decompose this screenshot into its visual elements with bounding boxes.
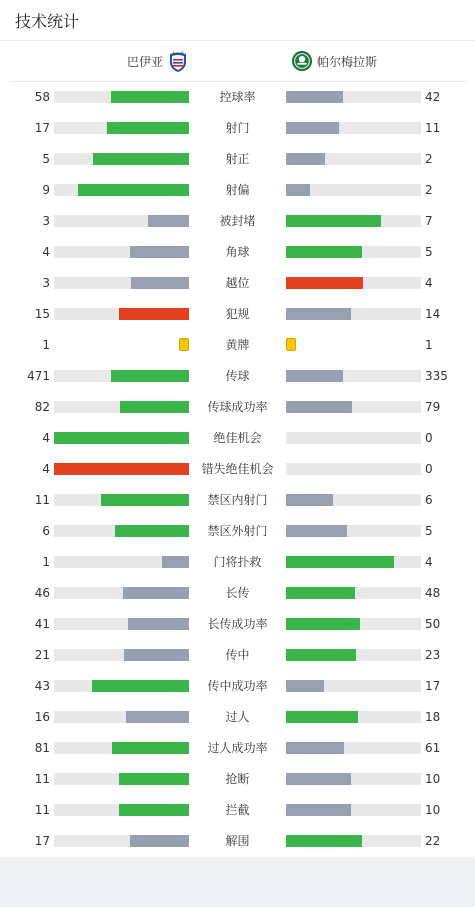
stat-label: 门将扑救 <box>213 555 262 569</box>
home-bar-fill <box>107 122 189 134</box>
away-bar-fill <box>286 91 343 103</box>
home-value: 11 <box>34 803 50 817</box>
yellow-card-icon <box>179 338 189 351</box>
home-bar-track <box>54 649 189 661</box>
stat-label: 抢断 <box>225 772 250 786</box>
stat-row <box>0 702 475 733</box>
home-bar-track <box>54 370 189 382</box>
stat-row <box>0 113 475 144</box>
away-bar-fill <box>286 587 355 599</box>
home-value: 43 <box>34 679 50 693</box>
stat-label: 射正 <box>225 152 250 166</box>
away-value: 5 <box>425 524 433 538</box>
away-value: 10 <box>425 803 441 817</box>
stat-label: 传中成功率 <box>207 679 268 693</box>
away-bar-track <box>286 618 421 630</box>
home-bar-fill <box>162 556 189 568</box>
away-value: 42 <box>425 90 441 104</box>
away-value: 4 <box>425 555 433 569</box>
home-bar-fill <box>111 91 189 103</box>
stat-row <box>0 578 475 609</box>
away-bar-track <box>286 463 421 475</box>
away-bar-track <box>286 835 421 847</box>
stat-row <box>0 268 475 299</box>
home-value: 11 <box>34 772 50 786</box>
home-bar-fill <box>101 494 189 506</box>
home-bar-fill <box>119 804 189 816</box>
stat-label: 过人成功率 <box>207 741 268 755</box>
home-value: 16 <box>34 710 50 724</box>
home-bar-fill <box>120 401 189 413</box>
stat-row <box>0 733 475 764</box>
away-team[interactable] <box>291 41 377 81</box>
away-bar-fill <box>286 184 310 196</box>
away-value: 1 <box>425 338 433 352</box>
stat-label: 传球成功率 <box>207 400 268 414</box>
home-bar-track <box>54 215 189 227</box>
home-bar-fill <box>131 277 189 289</box>
home-bar-fill <box>54 463 189 475</box>
stat-label: 射门 <box>225 121 250 135</box>
away-bar-fill <box>286 153 325 165</box>
away-bar-track <box>286 184 421 196</box>
home-value: 82 <box>34 400 50 414</box>
palmeiras-crest-icon <box>291 49 313 73</box>
away-value: 7 <box>425 214 433 228</box>
stat-label: 黄牌 <box>225 338 250 352</box>
home-value: 17 <box>34 834 50 848</box>
away-value: 11 <box>425 121 441 135</box>
home-value: 3 <box>42 276 50 290</box>
panel-header <box>0 0 475 41</box>
away-value: 0 <box>425 462 433 476</box>
stat-row <box>0 206 475 237</box>
away-value: 2 <box>425 152 433 166</box>
away-value: 5 <box>425 245 433 259</box>
stat-label: 绝佳机会 <box>213 431 262 445</box>
home-bar-fill <box>93 153 189 165</box>
away-bar-track <box>286 277 421 289</box>
away-bar-track <box>286 122 421 134</box>
home-value: 17 <box>34 121 50 135</box>
stat-label: 长传 <box>225 586 250 600</box>
away-bar-fill <box>286 122 339 134</box>
stat-label: 拦截 <box>225 803 250 817</box>
stat-label: 过人 <box>225 710 250 724</box>
yellow-card-icon <box>286 338 296 351</box>
away-bar-track <box>286 153 421 165</box>
stat-row <box>0 175 475 206</box>
away-value: 48 <box>425 586 441 600</box>
away-bar-fill <box>286 370 343 382</box>
home-bar-fill <box>128 618 189 630</box>
home-value: 471 <box>27 369 50 383</box>
away-value: 0 <box>425 431 433 445</box>
home-value: 11 <box>34 493 50 507</box>
home-bar-track <box>54 680 189 692</box>
away-value: 14 <box>425 307 441 321</box>
home-bar-track <box>54 184 189 196</box>
home-bar-track <box>54 587 189 599</box>
away-bar-track <box>286 401 421 413</box>
stat-row <box>0 485 475 516</box>
home-bar-track <box>54 525 189 537</box>
away-bar-track <box>286 432 421 444</box>
stat-row <box>0 299 475 330</box>
away-value: 335 <box>425 369 448 383</box>
home-team-name: 巴伊亚 <box>126 54 163 69</box>
home-bar-fill <box>112 742 189 754</box>
stat-row <box>0 392 475 423</box>
away-bar-track <box>286 587 421 599</box>
away-bar-fill <box>286 773 351 785</box>
away-bar-track <box>286 711 421 723</box>
away-bar-fill <box>286 215 381 227</box>
stat-label: 传中 <box>225 648 250 662</box>
home-value: 9 <box>42 183 50 197</box>
stat-label: 长传成功率 <box>207 617 268 631</box>
stat-label: 越位 <box>225 276 250 290</box>
away-bar-track <box>286 649 421 661</box>
away-bar-track <box>286 215 421 227</box>
away-value: 79 <box>425 400 441 414</box>
stat-label: 禁区内射门 <box>207 493 268 507</box>
stat-label: 角球 <box>225 245 250 259</box>
home-bar-fill <box>78 184 189 196</box>
away-bar-track <box>286 680 421 692</box>
home-bar-track <box>54 91 189 103</box>
home-bar-track <box>54 494 189 506</box>
stat-row <box>0 764 475 795</box>
away-bar-track <box>286 525 421 537</box>
away-bar-fill <box>286 742 344 754</box>
home-bar-track <box>54 804 189 816</box>
home-value: 4 <box>42 431 50 445</box>
stat-label: 传球 <box>225 369 250 383</box>
home-value: 58 <box>34 90 50 104</box>
home-bar-track <box>54 463 189 475</box>
home-value: 21 <box>34 648 50 662</box>
home-bar-track <box>54 556 189 568</box>
home-bar-fill <box>54 432 189 444</box>
away-bar-fill <box>286 835 362 847</box>
away-value: 6 <box>425 493 433 507</box>
away-bar-track <box>286 804 421 816</box>
away-bar-fill <box>286 618 360 630</box>
away-value: 23 <box>425 648 441 662</box>
home-bar-track <box>54 277 189 289</box>
stat-row <box>0 330 475 361</box>
home-bar-fill <box>130 246 189 258</box>
stat-row <box>0 826 475 857</box>
home-bar-track <box>54 773 189 785</box>
away-team-name: 帕尔梅拉斯 <box>317 54 378 69</box>
stat-row <box>0 516 475 547</box>
stats-list <box>0 82 475 857</box>
away-bar-track <box>286 370 421 382</box>
home-bar-fill <box>148 215 189 227</box>
away-bar-fill <box>286 277 363 289</box>
home-value: 6 <box>42 524 50 538</box>
away-bar-track <box>286 773 421 785</box>
stat-row <box>0 82 475 113</box>
away-bar-track <box>286 91 421 103</box>
away-bar-fill <box>286 246 362 258</box>
home-bar-track <box>54 618 189 630</box>
stat-row <box>0 454 475 485</box>
away-bar-fill <box>286 804 351 816</box>
home-bar-fill <box>111 370 189 382</box>
away-bar-fill <box>286 711 358 723</box>
home-bar-track <box>54 432 189 444</box>
stat-row <box>0 795 475 826</box>
home-bar-fill <box>126 711 189 723</box>
home-value: 41 <box>34 617 50 631</box>
away-bar-fill <box>286 401 352 413</box>
home-bar-fill <box>130 835 189 847</box>
away-bar-fill <box>286 680 324 692</box>
stat-label: 射偏 <box>225 183 250 197</box>
stat-row <box>0 423 475 454</box>
home-value: 15 <box>34 307 50 321</box>
away-value: 50 <box>425 617 441 631</box>
home-bar-track <box>54 246 189 258</box>
away-value: 17 <box>425 679 441 693</box>
stat-row <box>0 237 475 268</box>
away-value: 22 <box>425 834 441 848</box>
home-value: 1 <box>42 555 50 569</box>
stat-row <box>0 361 475 392</box>
stat-label: 被封堵 <box>219 214 256 228</box>
home-value: 46 <box>34 586 50 600</box>
home-value: 5 <box>42 152 50 166</box>
away-value: 61 <box>425 741 441 755</box>
away-bar-track <box>286 308 421 320</box>
home-value: 4 <box>42 462 50 476</box>
away-value: 10 <box>425 772 441 786</box>
home-team[interactable] <box>127 41 189 81</box>
away-bar-track <box>286 246 421 258</box>
home-bar-track <box>54 401 189 413</box>
stat-row <box>0 671 475 702</box>
away-bar-track <box>286 556 421 568</box>
home-bar-track <box>54 742 189 754</box>
home-bar-track <box>54 711 189 723</box>
home-bar-track <box>54 153 189 165</box>
stat-label: 禁区外射门 <box>207 524 268 538</box>
home-bar-fill <box>123 587 189 599</box>
stat-label: 解围 <box>225 834 250 848</box>
away-bar-fill <box>286 494 333 506</box>
page-title: 技术统计 <box>15 11 80 31</box>
home-bar-fill <box>115 525 189 537</box>
stat-row <box>0 144 475 175</box>
home-bar-track <box>54 308 189 320</box>
home-bar-fill <box>119 308 189 320</box>
bahia-crest-icon <box>167 49 189 73</box>
home-bar-track <box>54 122 189 134</box>
stat-label: 错失绝佳机会 <box>201 462 274 476</box>
stat-row <box>0 609 475 640</box>
away-bar-track <box>286 742 421 754</box>
home-value: 3 <box>42 214 50 228</box>
teams-row <box>10 41 466 82</box>
stat-label: 控球率 <box>219 90 256 104</box>
away-bar-fill <box>286 649 356 661</box>
away-value: 2 <box>425 183 433 197</box>
home-bar-fill <box>119 773 189 785</box>
home-value: 81 <box>34 741 50 755</box>
home-value: 1 <box>42 338 50 352</box>
home-bar-fill <box>124 649 189 661</box>
away-bar-fill <box>286 556 394 568</box>
away-bar-fill <box>286 525 347 537</box>
home-bar-track <box>54 835 189 847</box>
away-bar-track <box>286 494 421 506</box>
stat-row <box>0 640 475 671</box>
away-value: 4 <box>425 276 433 290</box>
away-bar-fill <box>286 308 351 320</box>
stat-label: 犯规 <box>225 307 250 321</box>
stat-row <box>0 547 475 578</box>
home-bar-fill <box>92 680 189 692</box>
away-value: 18 <box>425 710 441 724</box>
home-value: 4 <box>42 245 50 259</box>
